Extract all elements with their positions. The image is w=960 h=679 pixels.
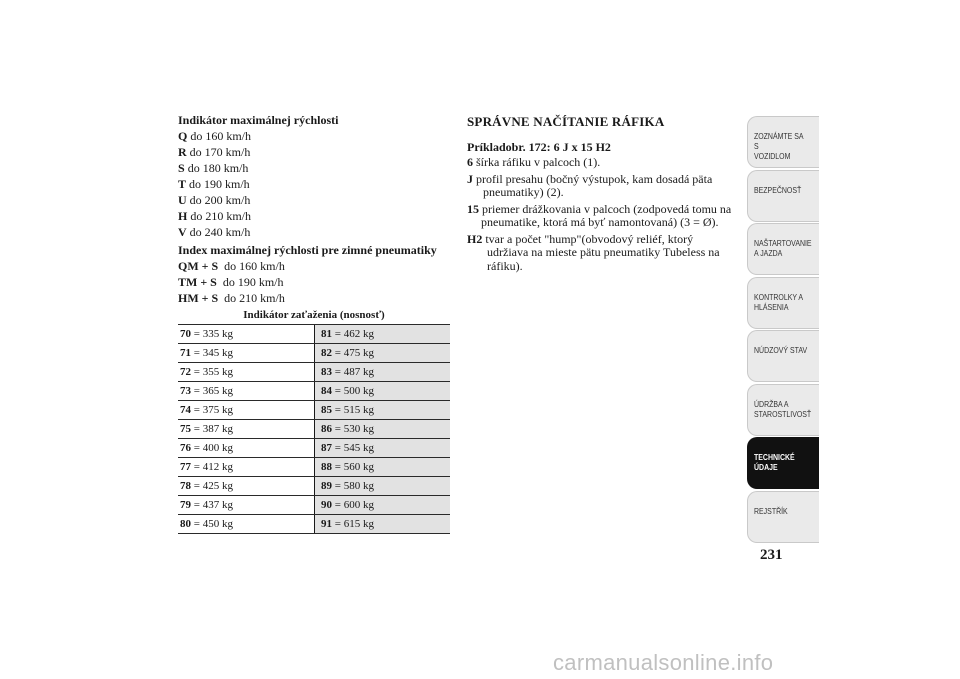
table-row (178, 420, 450, 439)
table-cell (178, 458, 314, 476)
rim-item (467, 156, 735, 170)
table-cell (178, 515, 314, 533)
speed-item (178, 144, 251, 160)
speed-code: T (178, 177, 187, 191)
rim-code: 6 (467, 155, 473, 169)
tab-rejstrik[interactable] (747, 491, 819, 543)
table-cell (178, 496, 314, 514)
speed-item (178, 192, 251, 208)
winter-section-title: Index maximálnej rýchlosti pre zimné pneumatiky (178, 243, 437, 257)
tab-label: REJSTŘÍK (754, 505, 788, 516)
rim-text: tvar a počet "hump"(obvodový reliéf, ktorý udržiava na mieste pätu pneumatiky Tubeless na ráfiku). (485, 231, 720, 273)
winter-item (178, 258, 285, 274)
load-value: = 600 kg (334, 499, 374, 511)
speed-list (178, 128, 251, 240)
tab-nudzovy-stav[interactable] (747, 330, 819, 382)
rim-code: H2 (467, 231, 483, 246)
table-row (178, 439, 450, 458)
load-code: 72 (180, 366, 191, 378)
load-code: 81 (321, 328, 332, 340)
load-code: 85 (321, 404, 332, 416)
table-cell (178, 420, 314, 438)
table-row (178, 382, 450, 401)
load-value: = 375 kg (193, 404, 233, 416)
table-row (178, 363, 450, 382)
load-code: 88 (321, 461, 332, 473)
speed-text: do 190 km/h (189, 177, 250, 191)
load-value: = 400 kg (193, 442, 233, 454)
winter-text: do 160 km/h (224, 259, 285, 273)
speed-code: H (178, 209, 188, 223)
load-value: = 475 kg (334, 347, 374, 359)
chapter-tabs (747, 116, 819, 544)
winter-code: HM + S (178, 291, 219, 305)
speed-code: R (178, 145, 187, 159)
load-value: = 450 kg (193, 518, 233, 530)
load-code: 77 (180, 461, 191, 473)
load-value: = 560 kg (334, 461, 374, 473)
table-cell (178, 325, 314, 343)
table-cell (178, 363, 314, 381)
speed-code: S (178, 161, 185, 175)
load-value: = 387 kg (193, 423, 233, 435)
load-code: 78 (180, 480, 191, 492)
rim-text: profil presahu (bočný výstupok, kam dosadá päta pneumatiky) (2). (476, 171, 713, 199)
rim-item (467, 203, 735, 230)
winter-code: TM + S (178, 275, 217, 289)
table-cell (314, 344, 450, 362)
speed-text: do 160 km/h (190, 129, 252, 143)
load-value: = 462 kg (334, 328, 374, 340)
winter-text: do 210 km/h (224, 291, 285, 305)
tab-bezpecnost[interactable] (747, 170, 819, 222)
table-row (178, 515, 450, 534)
table-cell (314, 401, 450, 419)
table-cell (314, 496, 450, 514)
load-value: = 500 kg (334, 385, 374, 397)
speed-text: do 200 km/h (189, 193, 251, 207)
tab-label: BEZPEČNOSŤ (754, 184, 802, 195)
load-code: 79 (180, 499, 191, 511)
load-value: = 545 kg (334, 442, 374, 454)
load-value: = 515 kg (334, 404, 374, 416)
speed-code: Q (178, 129, 188, 143)
rim-example: Príkladobr. 172: 6 J x 15 H2 (467, 140, 611, 154)
table-cell (178, 401, 314, 419)
speed-section-title: Indikátor maximálnej rýchlosti (178, 113, 339, 127)
tab-label: NAŠTARTOVANIE A JAZDA (754, 238, 812, 258)
tab-label: TECHNICKÉ ÚDAJE (754, 452, 795, 472)
rim-item (467, 233, 735, 274)
table-cell (314, 477, 450, 495)
load-value: = 437 kg (193, 499, 233, 511)
tab-kontrolky[interactable] (747, 277, 819, 329)
load-code: 82 (321, 347, 332, 359)
table-cell (314, 325, 450, 343)
table-cell (178, 477, 314, 495)
speed-code: U (178, 193, 187, 207)
tab-zoznamte-sa[interactable] (747, 116, 819, 168)
speed-text: do 240 km/h (189, 225, 251, 239)
load-value: = 355 kg (193, 366, 233, 378)
tab-label: ÚDRŽBA A STAROSTLIVOSŤ (754, 398, 812, 419)
table-cell (178, 382, 314, 400)
winter-item (178, 274, 285, 290)
table-cell (178, 344, 314, 362)
load-code: 91 (321, 518, 332, 530)
load-table (178, 324, 450, 534)
load-code: 90 (321, 499, 332, 511)
rim-list (467, 156, 735, 273)
load-code: 80 (180, 518, 191, 530)
load-code: 86 (321, 423, 332, 435)
rim-text: šírka ráfiku v palcoch (1). (476, 155, 601, 169)
rim-text: priemer drážkovania v palcoch (zodpovedá tomu na pneumatike, ktorá má byť namontovaná) (3 = Ø). (481, 201, 732, 229)
speed-text: do 170 km/h (189, 145, 251, 159)
load-value: = 615 kg (334, 518, 374, 530)
tab-nastartovanie[interactable] (747, 223, 819, 275)
page-number: 231 (760, 547, 783, 563)
table-row (178, 344, 450, 363)
speed-item (178, 160, 251, 176)
load-value: = 365 kg (193, 385, 233, 397)
load-code: 89 (321, 480, 332, 492)
speed-text: do 210 km/h (190, 209, 252, 223)
table-row (178, 401, 450, 420)
load-value: = 335 kg (193, 328, 233, 340)
table-row (178, 458, 450, 477)
table-cell (314, 515, 450, 533)
table-row (178, 496, 450, 515)
load-value: = 345 kg (193, 347, 233, 359)
table-cell (314, 363, 450, 381)
winter-text: do 190 km/h (222, 275, 284, 289)
table-row (178, 477, 450, 496)
load-code: 71 (180, 347, 191, 359)
rim-section-title: SPRÁVNE NAČÍTANIE RÁFIKA (467, 114, 665, 129)
table-cell (178, 439, 314, 457)
load-code: 87 (321, 442, 332, 454)
load-code: 76 (180, 442, 191, 454)
rim-item (467, 173, 735, 200)
winter-code: QM + S (178, 259, 219, 273)
load-value: = 580 kg (334, 480, 374, 492)
speed-text: do 180 km/h (187, 161, 249, 175)
table-cell (314, 439, 450, 457)
load-value: = 487 kg (334, 366, 374, 378)
load-table-title: Indikátor zaťaženia (nosnosť) (243, 309, 385, 321)
table-row (178, 325, 450, 344)
speed-item (178, 224, 251, 240)
speed-code: V (178, 225, 187, 239)
rim-code: J (467, 171, 473, 186)
load-value: = 530 kg (334, 423, 374, 435)
watermark: carmanualsonline.info (553, 650, 774, 675)
winter-list (178, 258, 285, 306)
tab-label: NÚDZOVÝ STAV (754, 345, 808, 355)
tab-technicke-udaje[interactable] (747, 437, 819, 489)
speed-item (178, 208, 251, 224)
load-code: 83 (321, 366, 332, 378)
load-value: = 425 kg (193, 480, 233, 492)
table-cell (314, 382, 450, 400)
load-code: 74 (180, 404, 191, 416)
winter-item (178, 290, 285, 306)
load-code: 84 (321, 385, 332, 397)
load-code: 70 (180, 328, 191, 340)
load-value: = 412 kg (193, 461, 233, 473)
tab-label: KONTROLKY A HLÁSENIA (754, 291, 804, 312)
rim-code: 15 (467, 201, 479, 216)
table-cell (314, 458, 450, 476)
tab-udrzba[interactable] (747, 384, 819, 436)
load-code: 75 (180, 423, 191, 435)
table-cell (314, 420, 450, 438)
speed-item (178, 176, 251, 192)
speed-item (178, 128, 251, 144)
tab-label: ZOZNÁMTE SA S VOZIDLOM (754, 131, 804, 161)
load-code: 73 (180, 385, 191, 397)
